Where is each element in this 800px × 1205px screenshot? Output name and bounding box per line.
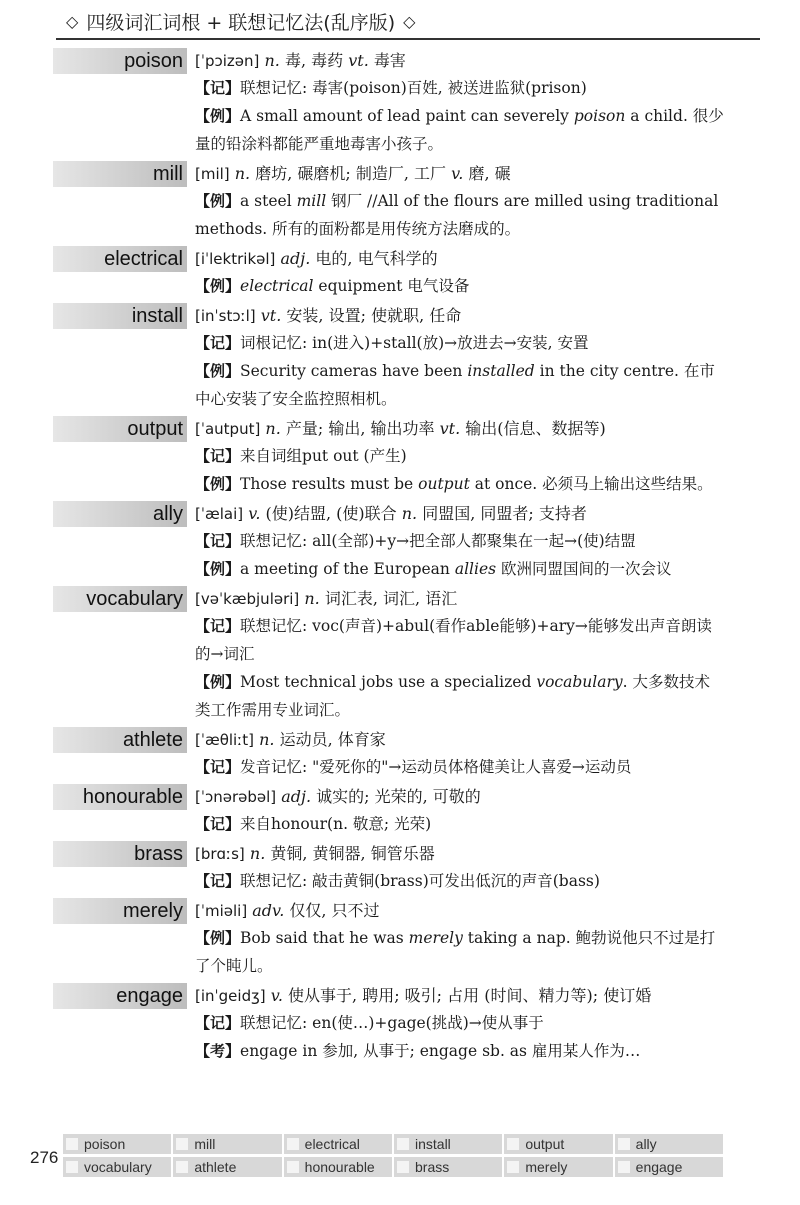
part-of-speech: n. — [265, 419, 281, 438]
review-word: install — [415, 1136, 451, 1152]
phonetic: [mil] — [195, 165, 230, 183]
meaning: 使从事于, 聘用; 吸引; 占用 (时间、精力等); 使订婚 — [282, 986, 652, 1005]
entry-note — [195, 668, 725, 724]
phonetic: [ˈælai] — [195, 505, 244, 523]
meaning: 毒害 — [368, 51, 406, 70]
note-tag: 【记】 — [195, 758, 241, 776]
checkbox-square-icon — [397, 1138, 409, 1150]
definition — [195, 246, 735, 272]
part-of-speech: vt. — [348, 51, 369, 70]
note-text: 来自词组put out (产生) — [240, 447, 407, 465]
vocab-entry — [0, 303, 800, 413]
page-title: 四级词汇词根 + 联想记忆法(乱序版) — [86, 11, 396, 34]
part-of-speech: vt. — [439, 419, 461, 438]
headword: athlete — [53, 727, 187, 753]
note-tag: 【例】 — [195, 107, 241, 125]
entry-head — [0, 246, 800, 272]
note-tag: 【例】 — [195, 560, 241, 578]
checkbox-square-icon — [507, 1138, 519, 1150]
example-keyword: allies — [454, 560, 497, 578]
example-text: 钢厂 //All of the flours are milled using traditional methods. 所有的面粉都是用传统方法磨成的。 — [195, 192, 719, 238]
vocab-entry — [0, 161, 800, 243]
example-keyword: merely — [408, 929, 463, 947]
part-of-speech: n. — [259, 730, 275, 749]
headword: engage — [53, 983, 187, 1009]
part-of-speech: n. — [304, 589, 320, 608]
note-tag: 【记】 — [195, 532, 241, 550]
entry-note — [195, 442, 725, 470]
note-text: 联想记忆: en(使…)+gage(挑战)→使从事于 — [240, 1014, 544, 1032]
example-text: a child. 很少量的铅涂料都能严重地毒害小孩子。 — [195, 107, 724, 153]
phonetic: [vəˈkæbjuləri] — [195, 590, 300, 608]
review-word: honourable — [304, 1159, 375, 1175]
part-of-speech: v. — [270, 986, 283, 1005]
note-tag: 【记】 — [195, 334, 241, 352]
entry-note — [195, 555, 725, 583]
checkbox-square-icon — [397, 1161, 409, 1173]
note-text: 联想记忆: all(全部)+y→把全部人都聚集在一起→(使)结盟 — [240, 532, 636, 550]
part-of-speech: n. — [264, 51, 280, 70]
entry-note — [195, 329, 725, 357]
headword: electrical — [53, 246, 187, 272]
phonetic: [iˈlektrikəl] — [195, 250, 276, 268]
part-of-speech: n. — [234, 164, 251, 183]
review-word: ally — [635, 1136, 657, 1152]
checkbox-square-icon — [176, 1138, 188, 1150]
note-tag: 【例】 — [195, 192, 241, 210]
vocab-entry — [0, 727, 800, 781]
note-text: 联想记忆: 敲击黄铜(brass)可发出低沉的声音(bass) — [240, 872, 600, 890]
note-tag: 【例】 — [195, 929, 241, 947]
entry-note — [195, 867, 725, 895]
note-tag: 【例】 — [195, 673, 241, 691]
note-text: 发音记忆: "爱死你的"→运动员体格健美让人喜爱→运动员 — [240, 758, 632, 776]
checkbox-square-icon — [618, 1138, 630, 1150]
vocab-entry — [0, 841, 800, 895]
checkbox-square-icon — [287, 1138, 299, 1150]
part-of-speech: vt. — [260, 306, 282, 325]
note-tag: 【记】 — [195, 447, 241, 465]
review-word-cell — [63, 1157, 171, 1177]
review-word-cell — [173, 1157, 281, 1177]
meaning: 磨坊, 碾磨机; 制造厂, 工厂 — [250, 164, 452, 183]
vocab-entry — [0, 246, 800, 300]
diamond-ornament-icon: ◇ — [66, 11, 79, 31]
checkbox-square-icon — [176, 1161, 188, 1173]
entry-head — [0, 416, 800, 442]
entry-note — [195, 187, 725, 243]
part-of-speech: adj. — [280, 249, 311, 268]
review-word-cell — [284, 1134, 392, 1154]
entry-head — [0, 586, 800, 612]
headword: vocabulary — [53, 586, 187, 612]
example-text: Most technical jobs use a specialized — [240, 673, 537, 691]
review-word: mill — [194, 1136, 216, 1152]
entry-note — [195, 612, 725, 668]
review-word-cell — [173, 1134, 281, 1154]
entry-note — [195, 470, 725, 498]
phonetic: [brɑːs] — [195, 845, 245, 863]
review-word: athlete — [194, 1159, 237, 1175]
phonetic: [ˈmiəli] — [195, 902, 248, 920]
entry-note — [195, 357, 725, 413]
page-number: 276 — [30, 1148, 59, 1167]
vocab-entry — [0, 586, 800, 724]
headword: output — [53, 416, 187, 442]
vocab-entry — [0, 48, 800, 158]
page-header — [58, 6, 758, 36]
phonetic: [ˈæθliːt] — [195, 731, 255, 749]
phonetic: [inˈgeidʒ] — [195, 987, 266, 1005]
vocab-entry — [0, 501, 800, 583]
phonetic: [ˈɔnərəbəl] — [195, 788, 277, 806]
review-word: vocabulary — [84, 1159, 152, 1175]
headword: mill — [53, 161, 187, 187]
review-word: poison — [84, 1136, 126, 1152]
entry-head — [0, 727, 800, 753]
checkbox-square-icon — [618, 1161, 630, 1173]
note-text: 词根记忆: in(进入)+stall(放)→放进去→安装, 安置 — [240, 334, 589, 352]
meaning: 电的, 电气科学的 — [310, 249, 438, 268]
meaning: 黄铜, 黄铜器, 铜管乐器 — [265, 844, 435, 863]
headword: honourable — [53, 784, 187, 810]
meaning: 仅仅, 只不过 — [284, 901, 380, 920]
example-text: . 大多数技术类工作需用专业词汇。 — [195, 673, 710, 719]
example-keyword: vocabulary — [536, 673, 623, 691]
entry-head — [0, 48, 800, 74]
entry-note — [195, 753, 725, 781]
entry-head — [0, 983, 800, 1009]
definition — [195, 898, 735, 924]
checkbox-square-icon — [507, 1161, 519, 1173]
meaning: (使)结盟, (使)联合 — [260, 504, 402, 523]
entry-head — [0, 841, 800, 867]
review-word-grid — [63, 1134, 725, 1177]
entry-list — [0, 48, 800, 1068]
definition — [195, 303, 735, 329]
definition — [195, 983, 735, 1009]
part-of-speech: v. — [451, 164, 464, 183]
note-tag: 【记】 — [195, 815, 241, 833]
definition — [195, 586, 735, 612]
entry-note — [195, 1037, 725, 1065]
note-text: 来自honour(n. 敬意; 光荣) — [240, 815, 432, 833]
example-text: a steel — [240, 192, 297, 210]
review-word-cell — [63, 1134, 171, 1154]
entry-head — [0, 898, 800, 924]
entry-head — [0, 161, 800, 187]
example-text: equipment 电气设备 — [313, 277, 470, 295]
review-word-cell — [394, 1134, 502, 1154]
example-text: taking a nap. 鲍勃说他只不过是打了个盹儿。 — [195, 929, 716, 975]
example-keyword: electrical — [240, 277, 314, 295]
diamond-ornament-icon: ◇ — [403, 11, 416, 31]
note-text: 联想记忆: voc(声音)+abul(看作able能够)+ary→能够发出声音朗读的→词汇 — [195, 617, 712, 663]
review-word-cell — [504, 1157, 612, 1177]
meaning: 磨, 碾 — [463, 164, 511, 183]
example-keyword: mill — [296, 192, 327, 210]
example-text: in the city centre. 在市中心安装了安全监控照相机。 — [195, 362, 715, 408]
review-word: brass — [415, 1159, 450, 1175]
example-text: Bob said that he was — [240, 929, 409, 947]
headword: brass — [53, 841, 187, 867]
example-keyword: poison — [573, 107, 626, 125]
definition — [195, 48, 735, 74]
part-of-speech: adv. — [252, 901, 285, 920]
meaning: 诚实的; 光荣的, 可敬的 — [311, 787, 481, 806]
note-tag: 【例】 — [195, 362, 241, 380]
review-word-cell — [504, 1134, 612, 1154]
meaning: 毒, 毒药 — [279, 51, 349, 70]
example-text: 欧洲同盟国间的一次会议 — [496, 560, 672, 578]
review-word: merely — [525, 1159, 568, 1175]
headword: ally — [53, 501, 187, 527]
entry-note — [195, 924, 725, 980]
checkbox-square-icon — [287, 1161, 299, 1173]
part-of-speech: n. — [401, 504, 418, 523]
part-of-speech: adj. — [281, 787, 312, 806]
entry-note — [195, 272, 725, 300]
entry-note — [195, 527, 725, 555]
checkbox-square-icon — [66, 1138, 78, 1150]
definition — [195, 501, 735, 527]
meaning: 同盟国, 同盟者; 支持者 — [417, 504, 587, 523]
example-text: A small amount of lead paint can severely — [240, 107, 574, 125]
definition — [195, 416, 735, 442]
entry-head — [0, 303, 800, 329]
example-keyword: output — [418, 475, 470, 493]
definition — [195, 841, 735, 867]
headword: merely — [53, 898, 187, 924]
definition — [195, 161, 735, 187]
definition — [195, 727, 735, 753]
vocab-entry — [0, 416, 800, 498]
phonetic: [ˈautput] — [195, 420, 261, 438]
headword: poison — [53, 48, 187, 74]
note-tag: 【记】 — [195, 1014, 241, 1032]
example-text: at once. 必须马上输出这些结果。 — [469, 475, 713, 493]
note-tag: 【例】 — [195, 277, 241, 295]
review-word-cell — [284, 1157, 392, 1177]
vocab-entry — [0, 983, 800, 1065]
example-text: Those results must be — [240, 475, 419, 493]
vocab-entry — [0, 898, 800, 980]
entry-note — [195, 102, 725, 158]
note-tag: 【例】 — [195, 475, 241, 493]
example-text: Security cameras have been — [240, 362, 468, 380]
note-tag: 【记】 — [195, 617, 241, 635]
phonetic: [inˈstɔːl] — [195, 307, 256, 325]
review-word: engage — [635, 1159, 683, 1175]
definition — [195, 784, 735, 810]
meaning: 词汇表, 词汇, 语汇 — [319, 589, 458, 608]
entry-note — [195, 74, 725, 102]
review-word: output — [525, 1136, 565, 1152]
note-text: 联想记忆: 毒害(poison)百姓, 被送进监狱(prison) — [240, 79, 587, 97]
meaning: 安装, 设置; 使就职, 任命 — [281, 306, 462, 325]
entry-head — [0, 501, 800, 527]
phonetic: [ˈpɔizən] — [195, 52, 260, 70]
note-tag: 【考】 — [195, 1042, 241, 1060]
review-word-cell — [615, 1157, 723, 1177]
meaning: 输出(信息、数据等) — [460, 419, 606, 438]
checkbox-square-icon — [66, 1161, 78, 1173]
example-keyword: installed — [467, 362, 535, 380]
meaning: 产量; 输出, 输出功率 — [280, 419, 440, 438]
review-word-cell — [394, 1157, 502, 1177]
headword: install — [53, 303, 187, 329]
review-word-cell — [615, 1134, 723, 1154]
part-of-speech: v. — [248, 504, 261, 523]
entry-note — [195, 810, 725, 838]
note-tag: 【记】 — [195, 872, 241, 890]
note-text: engage in 参加, 从事于; engage sb. as 雇用某人作为… — [240, 1042, 641, 1060]
review-word: electrical — [304, 1136, 360, 1152]
vocab-entry — [0, 784, 800, 838]
meaning: 运动员, 体育家 — [274, 730, 386, 749]
entry-note — [195, 1009, 725, 1037]
header-divider — [56, 38, 760, 40]
example-text: a meeting of the European — [240, 560, 455, 578]
part-of-speech: n. — [249, 844, 266, 863]
entry-head — [0, 784, 800, 810]
note-tag: 【记】 — [195, 79, 241, 97]
